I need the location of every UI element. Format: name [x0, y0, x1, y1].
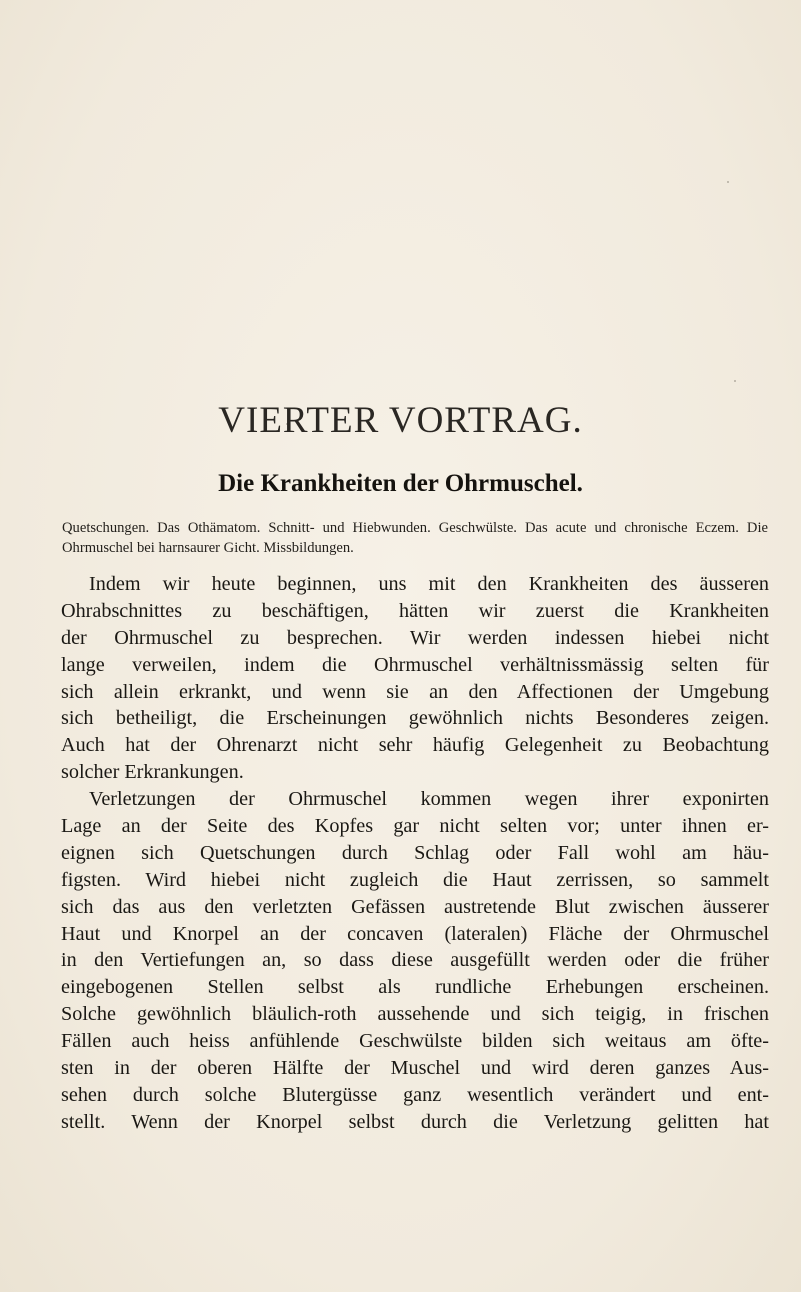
body-line: Haut und Knorpel an der concaven (lateralen) Fläche der Ohrmuschel — [61, 922, 769, 945]
body-line: lange verweilen, indem die Ohrmuschel verhältnissmässig selten für — [61, 653, 769, 676]
body-line: eingebogenen Stellen selbst als rundliche Erhebungen erscheinen. — [61, 976, 769, 999]
body-line: in den Vertiefungen an, so dass diese ausgefüllt werden oder die früher — [61, 949, 769, 972]
body-line: sich betheiligt, die Erscheinungen gewöhnlich nichts Besonderes zeigen. — [61, 707, 769, 730]
body-line: Indem wir heute beginnen, uns mit den Krankheiten des äusseren — [89, 573, 769, 595]
body-line: sich das aus den verletzten Gefässen austretende Blut zwischen äusserer — [61, 895, 769, 918]
body-line: figsten. Wird hiebei nicht zugleich die Haut zerrissen, so sammelt — [61, 868, 769, 891]
body-line: der Ohrmuschel zu besprechen. Wir werden indessen hiebei nicht — [61, 626, 769, 649]
body-line: Lage an der Seite des Kopfes gar nicht selten vor; unter ihnen er- — [61, 815, 769, 838]
lecture-heading: VIERTER VORTRAG. — [218, 400, 583, 441]
chapter-summary: Quetschungen. Das Othämatom. Schnitt- und Hiebwunden. Geschwülste. Das acute und chronische Eczem. Die Ohrmuschel bei harnsaurer Gicht. Missbildungen. — [62, 520, 768, 556]
body-line: sten in der oberen Hälfte der Muschel und wird deren ganzes Aus- — [61, 1057, 769, 1080]
body-line: sehen durch solche Blutergüsse ganz wesentlich verändert und ent- — [61, 1083, 769, 1106]
body-line: Auch hat der Ohrenarzt nicht sehr häufig Gelegenheit zu Beobachtung — [61, 734, 769, 757]
paper-speck — [734, 380, 736, 382]
body-line: stellt. Wenn der Knorpel selbst durch die Verletzung gelitten hat — [61, 1110, 769, 1133]
body-line: solcher Erkrankungen. — [61, 761, 244, 784]
paper-speck — [727, 181, 729, 183]
body-line: sich allein erkrankt, und wenn sie an den Affectionen der Umgebung — [61, 680, 769, 703]
chapter-title: Die Krankheiten der Ohrmuschel. — [218, 470, 583, 497]
body-line: Fällen auch heiss anfühlende Geschwülste bilden sich weitaus am öfte- — [61, 1030, 769, 1053]
body-line: Verletzungen der Ohrmuschel kommen wegen ihrer exponirten — [89, 788, 769, 811]
body-line: Ohrabschnittes zu beschäftigen, hätten wir zuerst die Krankheiten — [61, 599, 769, 622]
body-line: Solche gewöhnlich bläulich-roth aussehende und sich teigig, in frischen — [61, 1003, 769, 1026]
body-text — [61, 571, 769, 1136]
body-line: eignen sich Quetschungen durch Schlag oder Fall wohl am häu- — [61, 841, 769, 864]
